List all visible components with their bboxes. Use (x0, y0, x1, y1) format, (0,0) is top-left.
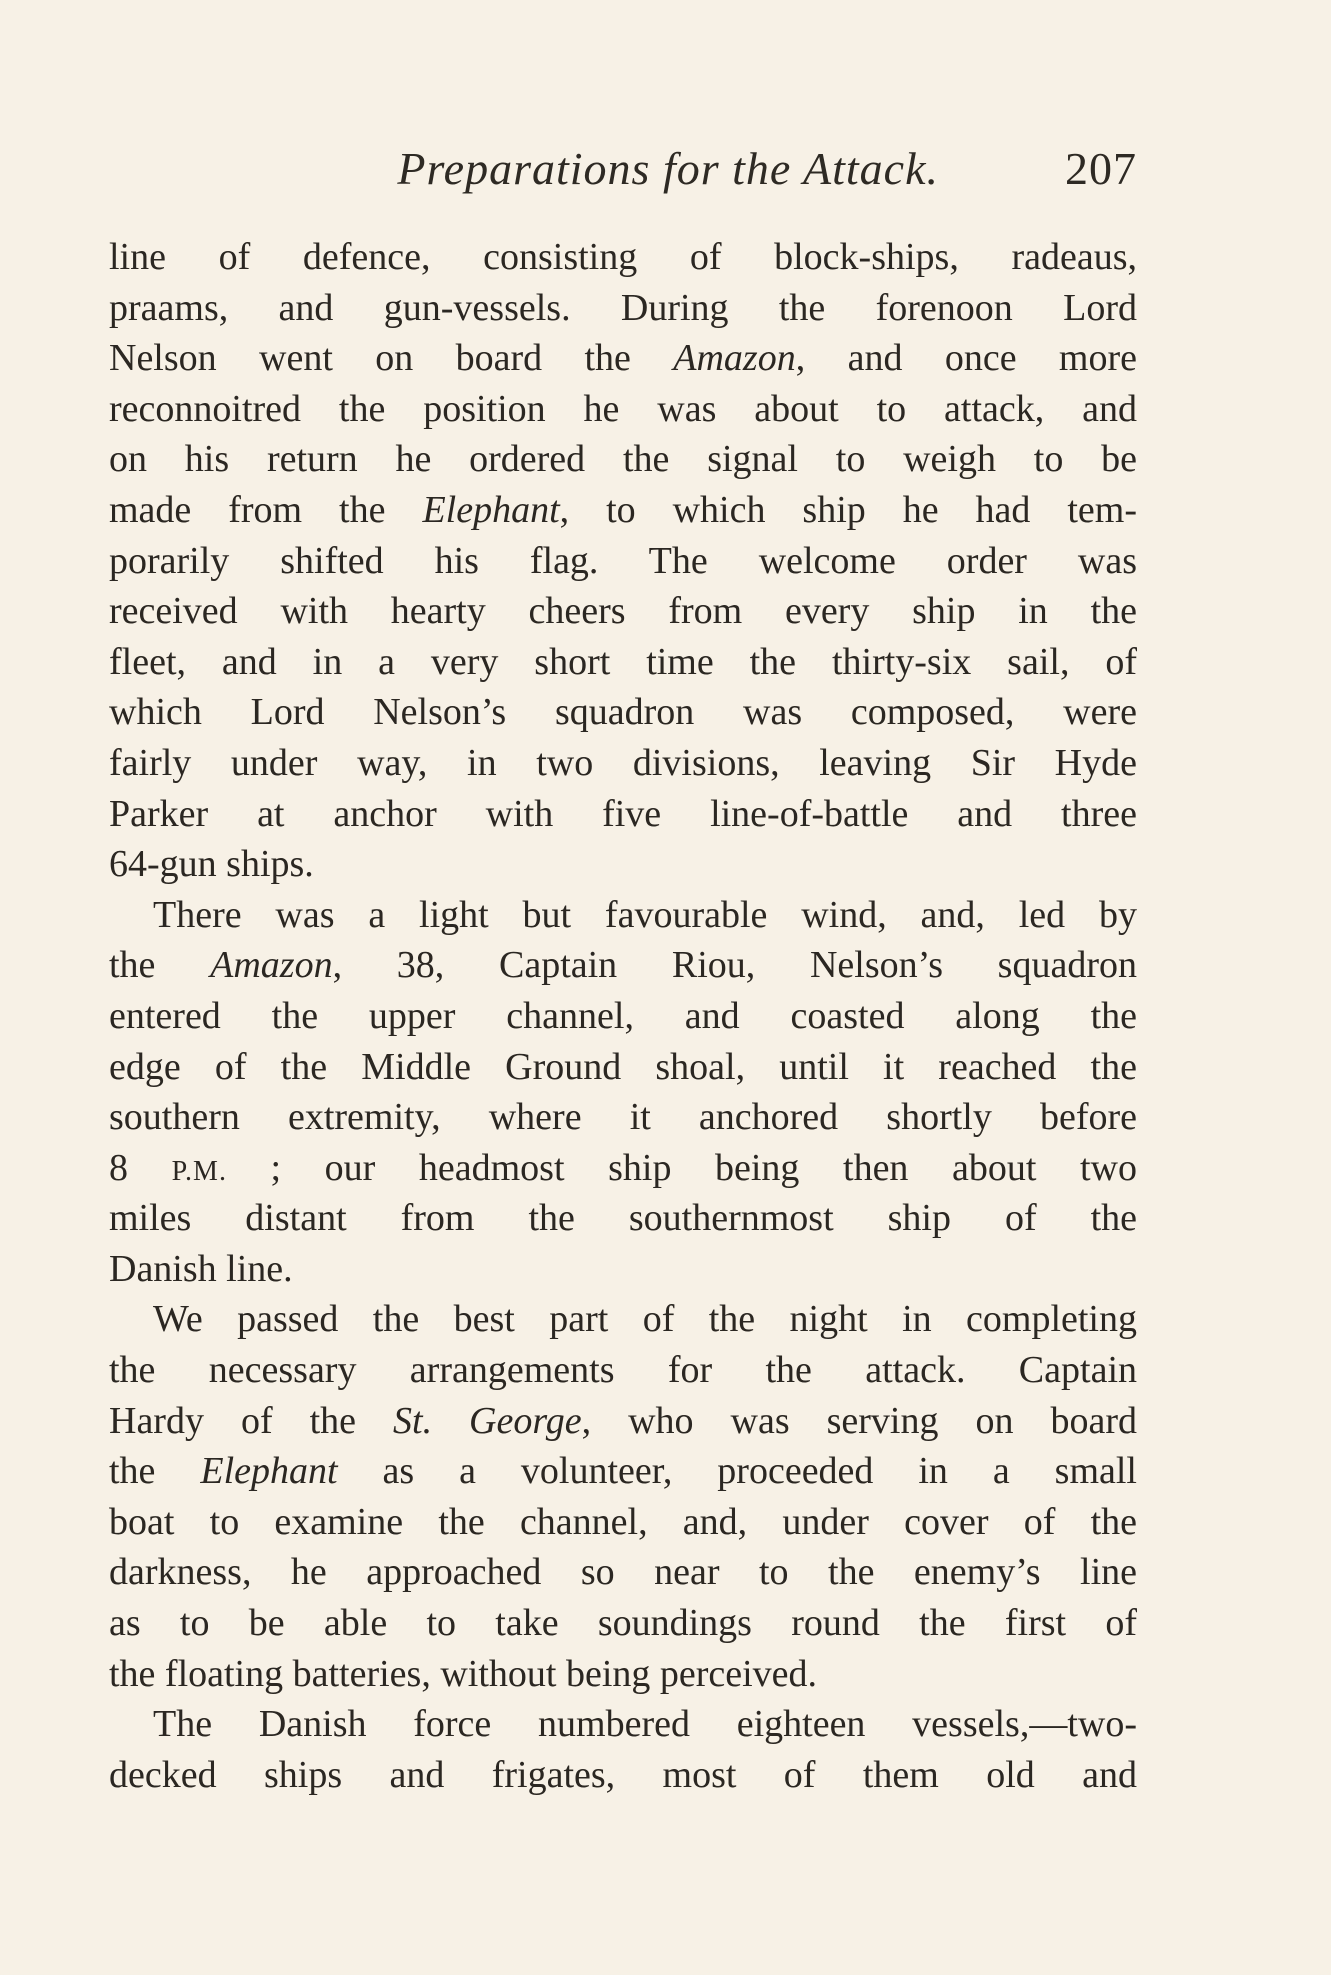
ship-name: St. George (393, 1399, 582, 1442)
text-line: entered the upper channel, and coasted along the (109, 994, 1137, 1037)
text-line: southern extremity, where it anchored shortly before (109, 1096, 1137, 1139)
text-line: We passed the best part of the night in completing (153, 1298, 1137, 1341)
text-line: on his return he ordered the signal to weigh to be (109, 438, 1137, 481)
text-line: fairly under way, in two divisions, leaving Sir Hyde (109, 741, 1137, 784)
time-abbrev: P.M. (171, 1155, 227, 1187)
text-line: fleet, and in a very short time the thirty-six sail, of (109, 640, 1137, 683)
page-number: 207 (1065, 143, 1137, 194)
text-line: boat to examine the channel, and, under cover of the (109, 1500, 1137, 1543)
ship-name: Amazon (210, 944, 333, 987)
body-text (109, 232, 1137, 1800)
text-line: praams, and gun-vessels. During the forenoon Lord (109, 286, 1137, 329)
text-line: the Amazon, 38, Captain Riou, Nelson’s squadron (109, 944, 1137, 987)
text-line: darkness, he approached so near to the enemy’s line (109, 1551, 1137, 1594)
text-line: reconnoitred the position he was about to attack, and (109, 387, 1137, 430)
text-line: Hardy of the St. George, who was serving on board (109, 1399, 1137, 1442)
text-line: received with hearty cheers from every ship in the (109, 590, 1137, 633)
text-line: the Elephant as a volunteer, proceeded in a small (109, 1450, 1137, 1493)
text-line: miles distant from the southernmost ship of the (109, 1197, 1137, 1240)
running-title: Preparations for the Attack. (397, 143, 939, 194)
ship-name: Elephant (200, 1450, 338, 1493)
ship-name: Amazon (673, 337, 796, 380)
text-line: There was a light but favourable wind, and, led by (153, 893, 1137, 936)
text-line: the floating batteries, without being perceived. (109, 1652, 818, 1695)
ship-name: Elephant (422, 488, 560, 531)
running-head (109, 142, 1137, 202)
text-line: as to be able to take soundings round the first of (109, 1602, 1137, 1645)
text-line: The Danish force numbered eighteen vessels,—two- (153, 1703, 1137, 1746)
text-line: made from the Elephant, to which ship he had tem- (109, 488, 1137, 531)
text-line: the necessary arrangements for the attack. Captain (109, 1349, 1137, 1392)
text-line: Danish line. (109, 1247, 293, 1290)
text-line: decked ships and frigates, most of them old and (109, 1753, 1137, 1796)
text-line: line of defence, consisting of block-ships, radeaus, (109, 236, 1137, 278)
text-line: Parker at anchor with five line-of-battle and three (109, 792, 1137, 835)
text-line: porarily shifted his flag. The welcome order was (109, 539, 1137, 582)
text-line: 64-gun ships. (109, 843, 314, 886)
text-line: edge of the Middle Ground shoal, until it reached the (109, 1045, 1137, 1088)
text-line: 8 P.M. ; our headmost ship being then about two (109, 1146, 1137, 1189)
text-line: which Lord Nelson’s squadron was composed, were (109, 691, 1137, 734)
text-line: Nelson went on board the Amazon, and once more (109, 337, 1137, 380)
